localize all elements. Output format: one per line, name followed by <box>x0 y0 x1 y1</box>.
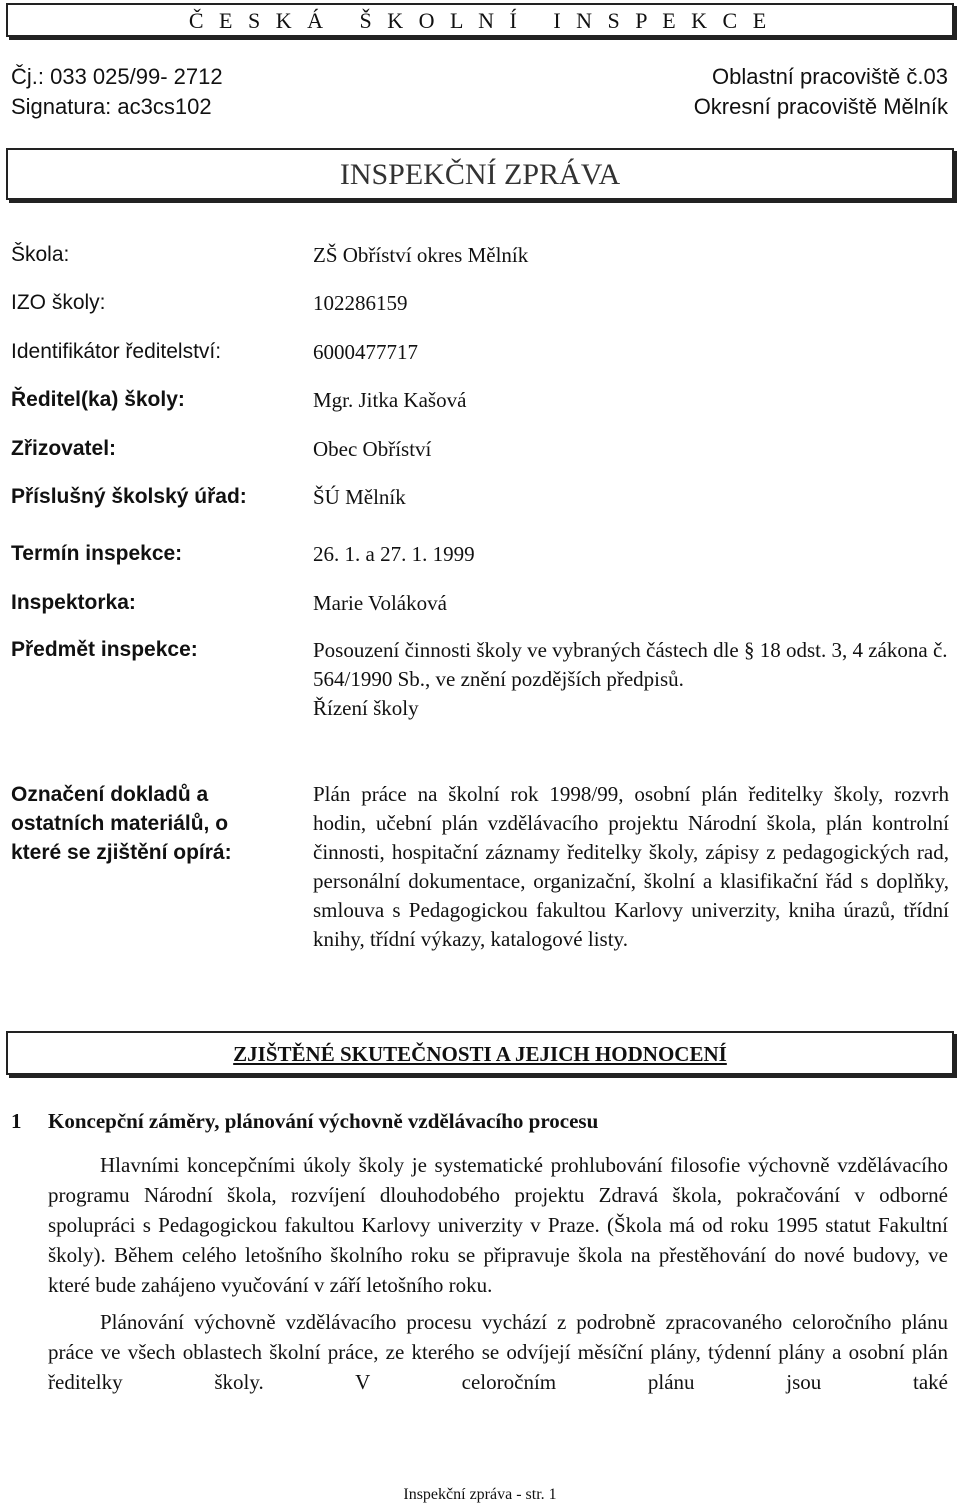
founder-value: Obec Obříství <box>313 437 432 461</box>
documents-label: Označení dokladů a ostatních materiálů, o které se zjištění opírá: <box>11 783 232 864</box>
inspector-label: Inspektorka: <box>11 591 136 614</box>
subject-area: Řízení školy <box>313 696 419 720</box>
section-paragraph: Plánování výchovně vzdělávacího procesu vychází z podrobně zpracovaného celoročního plánu práce ve všech oblastech školní práce, ze kterého se odvíjejí měsíční plány, týdenní plány a osobní plán ředitelky školy. V celoročním plánu jsou také <box>48 1310 948 1394</box>
report-title <box>6 148 954 200</box>
section-paragraph: Hlavními koncepčními úkoly školy je systematické prohlubování filosofie výchovně vzdělávacího programu Národní škola, rozvíjení dlouhodobého projektu Zdravá škola, pokračování v odborné spolupráci s Pedagogickou fakultou Karlovy univerzity v Praze. (Škola má od roku 1995 statut Fakultní školy). Během celého letošního školního roku se připravuje škola na přestěhování do nové budovy, ve které bude zahájeno vyučování v září letošního roku. <box>48 1153 948 1297</box>
subject-text <box>313 636 953 723</box>
section-body <box>48 1150 948 1397</box>
header-banner <box>6 3 954 37</box>
school-label: Škola: <box>11 243 70 266</box>
izo-value: 102286159 <box>313 291 408 315</box>
inspector-value: Marie Voláková <box>313 591 447 615</box>
report-title-text: INSPEKČNÍ ZPRÁVA <box>339 158 621 191</box>
school-value: ZŠ Obříství okres Mělník <box>313 243 529 267</box>
subject-line: Posouzení činnosti školy ve vybraných částech dle § 18 odst. 3, 4 zákona č. 564/1990 Sb., ve znění pozdějších předpisů. <box>313 638 948 691</box>
section-title: Koncepční záměry, plánování výchovně vzdělávacího procesu <box>48 1109 599 1133</box>
section-number: 1 <box>11 1109 22 1133</box>
directorate-label: Identifikátor ředitelství: <box>11 340 222 363</box>
page-footer: Inspekční zpráva - str. 1 <box>403 1486 557 1503</box>
director-value: Mgr. Jitka Kašová <box>313 388 467 412</box>
regional-office: Oblastní pracoviště č.03 <box>711 64 948 89</box>
school-office-value: ŠÚ Mělník <box>313 485 406 509</box>
reference-number: Čj.: 033 025/99- 2712 <box>11 64 223 89</box>
inspection-term-label: Termín inspekce: <box>11 542 183 565</box>
subject-label: Předmět inspekce: <box>11 638 198 661</box>
section-mark: § <box>743 638 755 662</box>
founder-label: Zřizovatel: <box>11 437 117 460</box>
district-office: Okresní pracoviště Mělník <box>693 94 948 119</box>
documents-text: Plán práce na školní rok 1998/99, osobní plán ředitelky školy, rozvrh hodin, učební plán vzdělávacího projektu Národní škola, plán kontrolní činnosti, hospitační záznamy ředitelky školy, zápisy z pedagogických rad, personální dokumentace, organizační, školní a klasifikační řád s doplňky, smlouva s Pedagogickou fakultou Karlovy univerzity, kniha úrazů, třídní knihy, třídní výkazy, katalogové listy. <box>313 782 949 951</box>
director-label: Ředitel(ka) školy: <box>11 388 185 411</box>
findings-title <box>6 1031 954 1075</box>
izo-label: IZO školy: <box>11 291 106 314</box>
school-office-label: Příslušný školský úřad: <box>11 485 247 508</box>
findings-title-text: ZJIŠTĚNÉ SKUTEČNOSTI A JEJICH HODNOCENÍ <box>233 1042 727 1066</box>
signature: Signatura: ac3cs102 <box>11 94 212 119</box>
directorate-value: 6000477717 <box>313 340 418 364</box>
inspection-term-value: 26. 1. a 27. 1. 1999 <box>313 542 475 566</box>
banner-text: Č E S K Á Š K O L N Í I N S P E K C E <box>188 8 772 33</box>
